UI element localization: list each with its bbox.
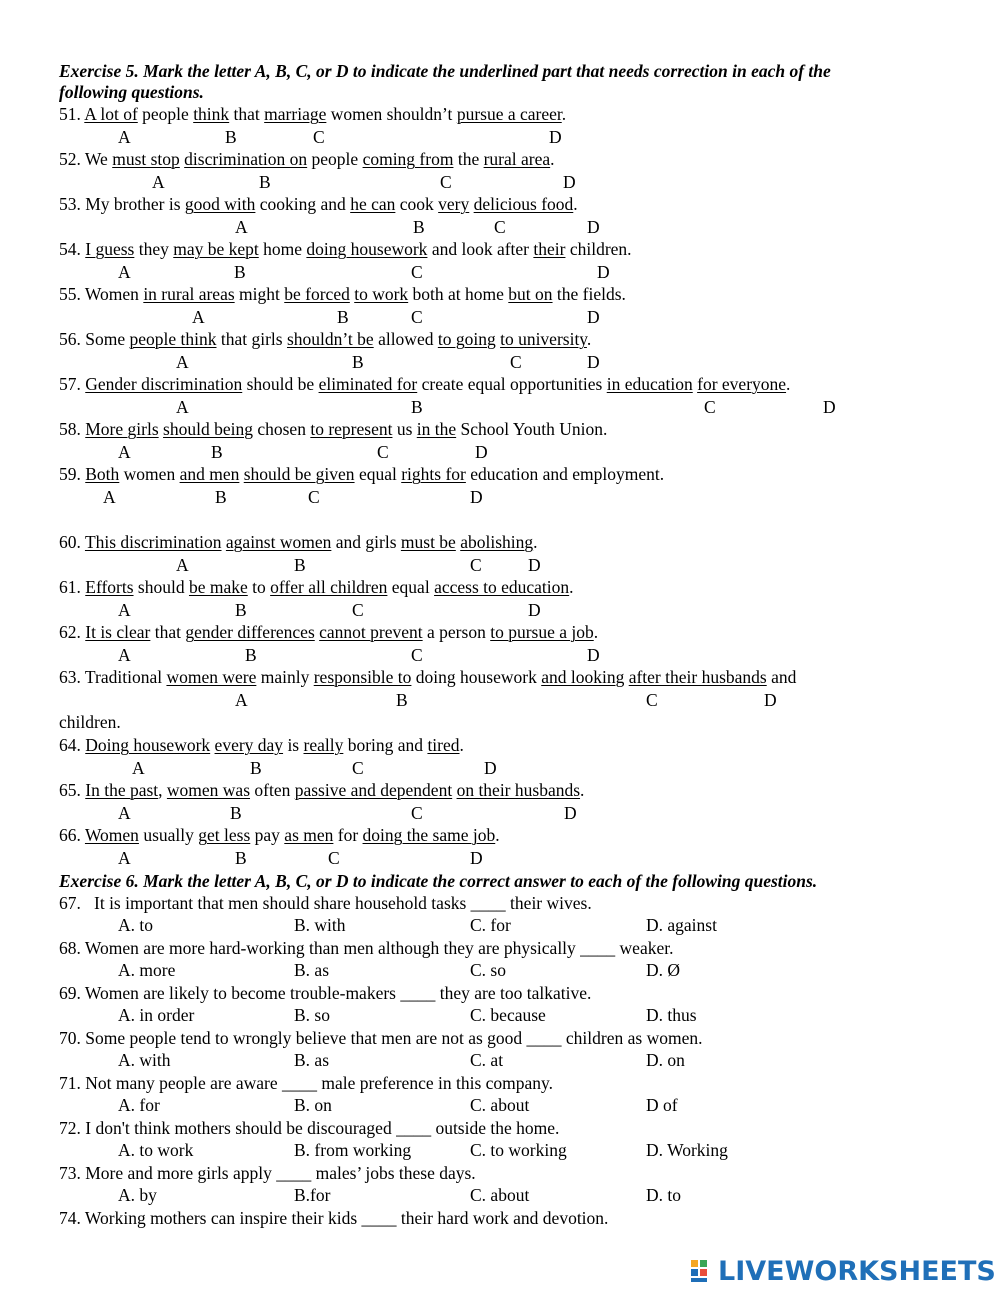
underlined-part: be forced	[284, 284, 350, 304]
question-text: .	[533, 532, 538, 552]
underlined-part: I guess	[85, 239, 135, 259]
underlined-part: and men	[179, 464, 240, 484]
question-text: .	[459, 735, 464, 755]
underlined-part: women was	[166, 780, 251, 800]
mc-question: 68. Women are more hard-working than men although they are physically ____ weaker.	[59, 938, 674, 958]
question-text: School Youth Union.	[456, 419, 608, 439]
question-text: .	[786, 374, 791, 394]
underlined-part: must stop	[112, 149, 180, 169]
underlined-part: It is clear	[85, 622, 151, 642]
question-text: women shouldn’t	[326, 104, 457, 124]
option-letter-d: D	[587, 645, 600, 665]
question-text: people	[137, 104, 194, 124]
underlined-part: to work	[354, 284, 409, 304]
underlined-part: responsible to	[313, 667, 412, 687]
question-text: 58.	[59, 419, 86, 439]
option-letter-c: C	[352, 758, 364, 778]
option-letter-b: B	[230, 803, 242, 823]
exercise-5-heading: Exercise 5. Mark the letter A, B, C, or D to indicate the underlined part that needs correction in each of the	[59, 61, 831, 81]
mc-option: B. as	[294, 1050, 329, 1070]
question-line	[59, 780, 584, 800]
mc-option: B. with	[294, 915, 346, 935]
question-text: doing housework	[411, 667, 542, 687]
liveworksheets-logo-text: LIVEWORKSHEETS	[718, 1255, 996, 1287]
underlined-part: coming from	[362, 149, 454, 169]
question-text: the fields.	[552, 284, 626, 304]
option-letter-a: A	[118, 262, 131, 282]
underlined-part: tired	[427, 735, 460, 755]
mc-option: A. more	[118, 960, 176, 980]
mc-option: D of	[646, 1095, 678, 1115]
mc-option: A. for	[118, 1095, 160, 1115]
underlined-part: people think	[129, 329, 217, 349]
question-text: women	[119, 464, 180, 484]
underlined-part: every day	[214, 735, 284, 755]
option-letter-d: D	[587, 352, 600, 372]
option-letter-c: C	[411, 307, 423, 327]
mc-option: D. Working	[646, 1140, 728, 1160]
option-letter-d: D	[528, 555, 541, 575]
underlined-part: abolishing	[460, 532, 534, 552]
question-text: is	[283, 735, 304, 755]
question-text: and look after	[427, 239, 534, 259]
question-text: 51.	[59, 104, 85, 124]
option-letter-c: C	[328, 848, 340, 868]
exercise-5-heading-cont: following questions.	[59, 82, 204, 102]
underlined-part: in rural areas	[143, 284, 235, 304]
option-letter-d: D	[484, 758, 497, 778]
option-letter-b: B	[250, 758, 262, 778]
option-letter-c: C	[313, 127, 325, 147]
option-letter-c: C	[411, 803, 423, 823]
option-letter-b: B	[225, 127, 237, 147]
option-letter-c: C	[470, 555, 482, 575]
question-text: us	[392, 419, 417, 439]
question-text: 54.	[59, 239, 86, 259]
question-line	[59, 532, 538, 552]
question-line	[59, 667, 796, 687]
mc-option: D. thus	[646, 1005, 697, 1025]
question-text: equal	[354, 464, 402, 484]
underlined-part: eliminated for	[318, 374, 418, 394]
option-letter-d: D	[823, 397, 836, 417]
option-letter-a: A	[176, 555, 189, 575]
option-letter-b: B	[396, 690, 408, 710]
option-letter-c: C	[704, 397, 716, 417]
underlined-part: to pursue a job	[490, 622, 594, 642]
option-letter-d: D	[549, 127, 562, 147]
underlined-part: Doing housework	[85, 735, 211, 755]
underlined-part: may be kept	[173, 239, 259, 259]
mc-option: D. Ø	[646, 960, 681, 980]
question-text: both at home	[408, 284, 509, 304]
underlined-part: pursue a career	[456, 104, 562, 124]
option-letter-b: B	[235, 848, 247, 868]
mc-option: D. to	[646, 1185, 681, 1205]
question-text: home	[258, 239, 307, 259]
question-text: equal	[387, 577, 435, 597]
option-letter-b: B	[215, 487, 227, 507]
option-letter-d: D	[764, 690, 777, 710]
question-text: 65.	[59, 780, 86, 800]
liveworksheets-logo	[690, 1254, 996, 1288]
question-line	[59, 374, 790, 394]
underlined-part: Efforts	[85, 577, 134, 597]
question-text: might	[234, 284, 285, 304]
underlined-part: marriage	[264, 104, 327, 124]
underlined-part: to represent	[310, 419, 393, 439]
underlined-part: as men	[284, 825, 334, 845]
underlined-part: access to education	[434, 577, 570, 597]
question-line	[59, 329, 591, 349]
mc-option: B. on	[294, 1095, 332, 1115]
mc-question: 71. Not many people are aware ____ male preference in this company.	[59, 1073, 554, 1093]
mc-option: C. so	[470, 960, 506, 980]
underlined-part: doing housework	[306, 239, 428, 259]
question-text: 52. We	[59, 149, 113, 169]
question-line	[59, 239, 632, 259]
underlined-part: rights for	[401, 464, 466, 484]
option-letter-d: D	[470, 848, 483, 868]
question-line	[59, 735, 464, 755]
question-text: 64.	[59, 735, 86, 755]
question-text: that girls	[216, 329, 287, 349]
question-text: .	[495, 825, 500, 845]
underlined-part: good with	[184, 194, 256, 214]
mc-option: D. against	[646, 915, 717, 935]
mc-option: D. on	[646, 1050, 685, 1070]
underlined-part: Gender discrimination	[85, 374, 243, 394]
question-line	[59, 464, 664, 484]
underlined-part: should being	[163, 419, 253, 439]
underlined-part: shouldn’t be	[286, 329, 374, 349]
question-line	[59, 149, 555, 169]
underlined-part: for everyone	[697, 374, 787, 394]
question-text: should	[133, 577, 189, 597]
question-text: that	[150, 622, 186, 642]
question-text: 53. My brother is	[59, 194, 185, 214]
option-letter-b: B	[337, 307, 349, 327]
underlined-part: women were	[166, 667, 257, 687]
question-text: children.	[565, 239, 632, 259]
underlined-part: very	[438, 194, 470, 214]
option-letter-c: C	[494, 217, 506, 237]
underlined-part: think	[193, 104, 230, 124]
underlined-part: against women	[225, 532, 332, 552]
mc-question: 70. Some people tend to wrongly believe that men are not as good ____ children as women.	[59, 1028, 703, 1048]
underlined-part: to university	[500, 329, 587, 349]
option-letter-c: C	[377, 442, 389, 462]
underlined-part: More girls	[85, 419, 159, 439]
question-text: the	[453, 149, 484, 169]
underlined-part: be make	[188, 577, 248, 597]
option-letter-a: A	[176, 352, 189, 372]
option-letter-b: B	[211, 442, 223, 462]
question-text: allowed	[373, 329, 438, 349]
underlined-part: he can	[350, 194, 396, 214]
question-line	[59, 194, 578, 214]
option-letter-a: A	[118, 848, 131, 868]
question-text: 60.	[59, 532, 85, 552]
underlined-part: rural area	[483, 149, 551, 169]
question-line	[59, 419, 607, 439]
liveworksheets-logo-icon	[690, 1258, 716, 1284]
option-letter-a: A	[118, 803, 131, 823]
option-letter-c: C	[646, 690, 658, 710]
underlined-part: their	[533, 239, 566, 259]
question-text: that	[229, 104, 265, 124]
mc-option: C. at	[470, 1050, 504, 1070]
question-text: chosen	[252, 419, 311, 439]
option-letter-b: B	[259, 172, 271, 192]
question-text: for	[333, 825, 363, 845]
underlined-part: in education	[606, 374, 693, 394]
question-text: 59.	[59, 464, 86, 484]
question-text: people	[307, 149, 363, 169]
question-text: they	[134, 239, 174, 259]
mc-option: C. for	[470, 915, 511, 935]
option-letter-b: B	[245, 645, 257, 665]
question-text: .	[569, 577, 574, 597]
option-letter-c: C	[440, 172, 452, 192]
option-letter-d: D	[564, 803, 577, 823]
option-letter-b: B	[352, 352, 364, 372]
mc-option: C. about	[470, 1185, 530, 1205]
question-text: mainly	[256, 667, 314, 687]
mc-question: 67. It is important that men should share household tasks ____ their wives.	[59, 893, 592, 913]
option-letter-b: B	[413, 217, 425, 237]
mc-option: B. so	[294, 1005, 330, 1025]
underlined-part: after their husbands	[628, 667, 767, 687]
question-text: cooking and	[255, 194, 351, 214]
underlined-part: Women	[84, 825, 139, 845]
question-text: cook	[395, 194, 439, 214]
question-text: and	[766, 667, 797, 687]
mc-option: A. with	[118, 1050, 171, 1070]
option-letter-b: B	[234, 262, 246, 282]
option-letter-d: D	[587, 217, 600, 237]
mc-question: 73. More and more girls apply ____ males’ jobs these days.	[59, 1163, 476, 1183]
mc-option: B. from working	[294, 1140, 412, 1160]
option-letter-a: A	[176, 397, 189, 417]
question-text: usually	[138, 825, 199, 845]
option-letter-c: C	[411, 262, 423, 282]
question-text: should be	[242, 374, 319, 394]
mc-question: 72. I don't think mothers should be discouraged ____ outside the home.	[59, 1118, 560, 1138]
question-text: ,	[158, 780, 167, 800]
option-letter-d: D	[528, 600, 541, 620]
mc-question: 74. Working mothers can inspire their kids ____ their hard work and devotion.	[59, 1208, 609, 1228]
question-text: pay	[250, 825, 285, 845]
option-letter-a: A	[118, 645, 131, 665]
option-letter-b: B	[411, 397, 423, 417]
question-line	[59, 284, 626, 304]
question-text: .	[593, 622, 599, 642]
underlined-part: discrimination on	[184, 149, 308, 169]
mc-option: B.for	[294, 1185, 331, 1205]
question-line	[59, 712, 121, 732]
underlined-part: in the	[416, 419, 457, 439]
underlined-part: In the past	[85, 780, 159, 800]
underlined-part: cannot prevent	[319, 622, 423, 642]
underlined-part: should be given	[243, 464, 355, 484]
exercise-6-heading: Exercise 6. Mark the letter A, B, C, or D to indicate the correct answer to each of the following questions.	[59, 871, 818, 891]
question-text: .	[573, 194, 578, 214]
option-letter-b: B	[235, 600, 247, 620]
question-text: .	[580, 780, 585, 800]
question-text: .	[550, 149, 555, 169]
question-text: to	[247, 577, 271, 597]
option-letter-c: C	[510, 352, 522, 372]
mc-option: C. to working	[470, 1140, 567, 1160]
underlined-part: doing the same job	[362, 825, 496, 845]
mc-question: 69. Women are likely to become trouble-makers ____ they are too talkative.	[59, 983, 592, 1003]
question-text: and girls	[331, 532, 401, 552]
mc-option: C. about	[470, 1095, 530, 1115]
underlined-part: offer all children	[270, 577, 388, 597]
question-text: a person	[422, 622, 491, 642]
underlined-part: to going	[437, 329, 496, 349]
underlined-part: passive and dependent	[294, 780, 453, 800]
question-text: create equal opportunities	[417, 374, 607, 394]
question-text: boring and	[343, 735, 428, 755]
question-text: often	[250, 780, 295, 800]
option-letter-a: A	[118, 442, 131, 462]
underlined-part: but on	[508, 284, 553, 304]
question-text: .	[561, 104, 567, 124]
question-text: 56. Some	[59, 329, 130, 349]
underlined-part: get less	[198, 825, 251, 845]
mc-option: A. to work	[118, 1140, 194, 1160]
question-text: 63. Traditional	[59, 667, 167, 687]
question-text: children.	[59, 712, 121, 732]
option-letter-a: A	[132, 758, 145, 778]
option-letter-a: A	[103, 487, 116, 507]
underlined-part: really	[303, 735, 344, 755]
underlined-part: delicious food	[473, 194, 574, 214]
option-letter-d: D	[587, 307, 600, 327]
option-letter-a: A	[235, 690, 248, 710]
question-line	[59, 104, 566, 124]
option-letter-d: D	[475, 442, 488, 462]
option-letter-c: C	[411, 645, 423, 665]
mc-option: A. to	[118, 915, 153, 935]
mc-option: C. because	[470, 1005, 546, 1025]
question-line	[59, 825, 500, 845]
underlined-part: gender differences	[185, 622, 315, 642]
underlined-part: must be	[400, 532, 456, 552]
underlined-part: Both	[85, 464, 120, 484]
question-text: 61.	[59, 577, 86, 597]
underlined-part: and looking	[541, 667, 625, 687]
option-letter-d: D	[470, 487, 483, 507]
option-letter-b: B	[294, 555, 306, 575]
question-text: 57.	[59, 374, 86, 394]
option-letter-d: D	[563, 172, 576, 192]
underlined-part: This discrimination	[84, 532, 222, 552]
option-letter-c: C	[352, 600, 364, 620]
underlined-part: A lot of	[84, 104, 138, 124]
option-letter-a: A	[118, 127, 131, 147]
option-letter-c: C	[308, 487, 320, 507]
mc-option: B. as	[294, 960, 329, 980]
mc-option: A. by	[118, 1185, 157, 1205]
option-letter-a: A	[235, 217, 248, 237]
question-line	[59, 622, 598, 642]
question-text: 62.	[59, 622, 86, 642]
option-letter-a: A	[152, 172, 165, 192]
question-text: 55. Women	[59, 284, 144, 304]
option-letter-a: A	[118, 600, 131, 620]
question-line	[59, 577, 574, 597]
question-text: 66.	[59, 825, 85, 845]
mc-option: A. in order	[118, 1005, 195, 1025]
option-letter-d: D	[597, 262, 610, 282]
question-text: .	[586, 329, 592, 349]
underlined-part: on their husbands	[456, 780, 581, 800]
option-letter-a: A	[192, 307, 205, 327]
question-text: education and employment.	[465, 464, 665, 484]
